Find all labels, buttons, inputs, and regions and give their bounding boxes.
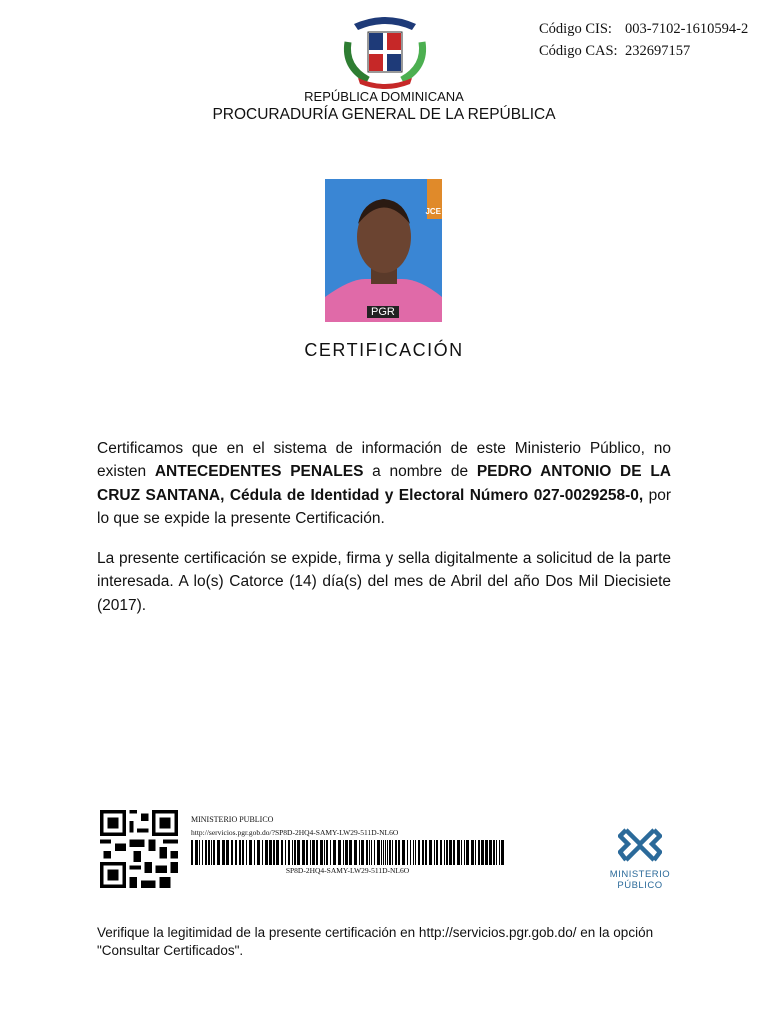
barcode-bar <box>249 840 252 865</box>
barcode-bar <box>389 840 391 865</box>
barcode-bar <box>407 840 408 865</box>
photo-caption: PGR <box>367 306 399 318</box>
barcode-bar <box>231 840 233 865</box>
barcode-bar <box>464 840 465 865</box>
coat-of-arms-icon <box>340 12 430 90</box>
barcode-bar <box>392 840 393 865</box>
barcode-bar <box>410 840 411 865</box>
barcode-bar <box>387 840 388 865</box>
barcode-bar <box>246 840 247 865</box>
barcode-bar <box>316 840 318 865</box>
barcode-bar <box>457 840 460 865</box>
institution-name: PROCURADURÍA GENERAL DE LA REPÚBLICA <box>212 106 556 123</box>
barcode-issuer: MINISTERIO PUBLICO <box>191 815 274 824</box>
barcode-bar <box>481 840 484 865</box>
barcode-bar <box>493 840 495 865</box>
barcode-bar <box>235 840 237 865</box>
barcode-bar <box>449 840 452 865</box>
barcode <box>191 840 504 865</box>
barcode-text: SP8D-2HQ4-SAMY-LW29-511D-NL6O <box>285 866 410 875</box>
barcode-bar <box>413 840 414 865</box>
portrait-image <box>325 179 442 322</box>
barcode-bar <box>371 840 372 865</box>
barcode-bar <box>297 840 300 865</box>
barcode-bar <box>402 840 405 865</box>
barcode-bar <box>205 840 207 865</box>
barcode-bar <box>434 840 435 865</box>
code-cis: Código CIS: 003-7102-1610594-2 <box>539 21 749 37</box>
barcode-bar <box>349 840 352 865</box>
barcode-bar <box>213 840 215 865</box>
code-cas: Código CAS: 232697157 <box>539 43 691 59</box>
barcode-bar <box>453 840 455 865</box>
barcode-bar <box>489 840 492 865</box>
barcode-bar <box>285 840 286 865</box>
barcode-bar <box>239 840 241 865</box>
barcode-bar <box>374 840 375 865</box>
barcode-bar <box>466 840 469 865</box>
barcode-bar <box>383 840 384 865</box>
barcode-bar <box>354 840 357 865</box>
barcode-bar <box>366 840 368 865</box>
id-photo <box>325 179 442 322</box>
barcode-bar <box>202 840 203 865</box>
barcode-bar <box>369 840 370 865</box>
barcode-bar <box>418 840 420 865</box>
barcode-bar <box>429 840 432 865</box>
barcode-bar <box>385 840 386 865</box>
barcode-bar <box>269 840 272 865</box>
barcode-bar <box>276 840 279 865</box>
barcode-bar <box>257 840 260 865</box>
text: Certificamos que en el sistema de información de este Ministerio Público, no existen <box>97 440 671 481</box>
barcode-bar <box>242 840 244 865</box>
issuance-paragraph: La presente certificación se expide, firma y sella digitalmente a solicitud de la parte interesada. A lo(s) Catorce (14) día(s) del mes de Abril del año Dos Mil Diecisiete (2017). <box>97 550 671 614</box>
barcode-bar <box>320 840 323 865</box>
barcode-bar <box>381 840 382 865</box>
text: a nombre de <box>363 463 477 481</box>
barcode-bar <box>444 840 445 865</box>
barcode-bar <box>377 840 380 865</box>
barcode-bar <box>310 840 311 865</box>
certification-paragraph <box>97 437 671 531</box>
barcode-bar <box>195 840 198 865</box>
barcode-bar <box>333 840 336 865</box>
person-identity: PEDRO ANTONIO DE LA CRUZ SANTANA, Cédula de Identidad y Electoral Número 027-0029258-0, <box>97 463 671 504</box>
barcode-bar <box>226 840 229 865</box>
barcode-bar <box>294 840 296 865</box>
barcode-bar <box>461 840 462 865</box>
barcode-bar <box>361 840 364 865</box>
barcode-bar <box>288 840 290 865</box>
barcode-bar <box>425 840 427 865</box>
barcode-bar <box>281 840 283 865</box>
barcode-bar <box>436 840 438 865</box>
barcode-bar <box>324 840 325 865</box>
ministerio-logo-icon <box>618 826 662 864</box>
barcode-bar <box>222 840 225 865</box>
barcode-bar <box>440 840 442 865</box>
barcode-bar <box>395 840 397 865</box>
barcode-bar <box>343 840 344 865</box>
barcode-bar <box>273 840 275 865</box>
barcode-bar <box>345 840 348 865</box>
barcode-bar <box>217 840 220 865</box>
status-text: ANTECEDENTES PENALES <box>154 463 364 481</box>
barcode-bar <box>306 840 308 865</box>
barcode-bar <box>478 840 480 865</box>
verification-note: Verifique la legitimidad de la presente certificación en http://servicios.pgr.gob.do/ en la opción "Consultar Certificados". <box>97 925 654 958</box>
barcode-bar <box>475 840 476 865</box>
barcode-bar <box>422 840 424 865</box>
barcode-bar <box>415 840 416 865</box>
barcode-bar <box>208 840 210 865</box>
barcode-bar <box>501 840 504 865</box>
barcode-bar <box>211 840 212 865</box>
barcode-bar <box>302 840 305 865</box>
barcode-bar <box>446 840 448 865</box>
qr-code[interactable] <box>97 810 181 888</box>
jce-badge: JCE <box>425 207 441 216</box>
barcode-bar <box>330 840 331 865</box>
document-title: CERTIFICACIÓN <box>304 340 464 360</box>
barcode-bar <box>265 840 268 865</box>
barcode-bar <box>338 840 341 865</box>
logo-line-1: MINISTERIO <box>609 869 671 880</box>
barcode-bar <box>191 840 193 865</box>
logo-line-2: PÚBLICO <box>617 880 663 891</box>
barcode-bar <box>398 840 400 865</box>
barcode-bar <box>496 840 497 865</box>
country-name: REPÚBLICA DOMINICANA <box>304 89 464 104</box>
barcode-bar <box>199 840 200 865</box>
verification-url[interactable]: http://servicios.pgr.gob.do/?SP8D-2HQ4-SAMY-LW29-511D-NL6O <box>191 828 399 837</box>
barcode-bar <box>499 840 500 865</box>
text: por lo que se expide la presente Certificación. <box>97 486 671 528</box>
barcode-bar <box>262 840 263 865</box>
barcode-bar <box>312 840 315 865</box>
barcode-bar <box>254 840 255 865</box>
barcode-bar <box>326 840 328 865</box>
barcode-bar <box>359 840 360 865</box>
ministerio-publico-logo <box>606 826 674 891</box>
barcode-bar <box>292 840 293 865</box>
barcode-bar <box>485 840 488 865</box>
barcode-bar <box>471 840 474 865</box>
document-codes <box>539 18 748 62</box>
